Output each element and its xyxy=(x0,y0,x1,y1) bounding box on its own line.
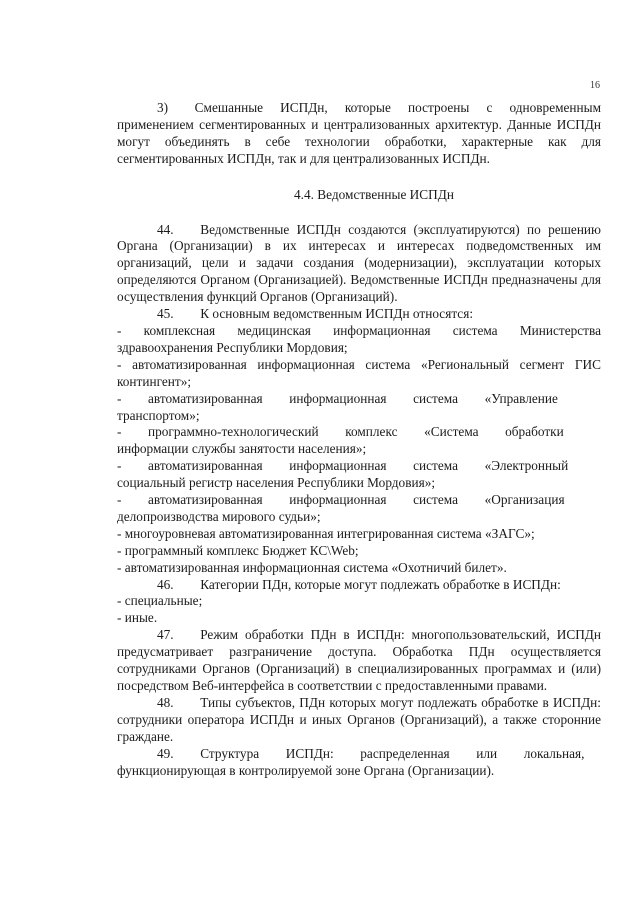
paragraph-45: 45. К основным ведомственным ИСПДн относятся: xyxy=(157,306,474,322)
paragraph-3-mixed-ispdn: 3) Смешанные ИСПДн, которые построены с одновременным применением сегментированных и централизованных архитектур. Данные ИСПДн могут объединять в себе технологии обработки, характерные как для сегментированных ИСПДн, так и для централизованных ИСПДн. xyxy=(117,100,601,166)
section-heading: 4.4. Ведомственные ИСПДн xyxy=(294,186,454,202)
list-item: - специальные; xyxy=(117,593,203,609)
categories-list xyxy=(117,593,601,627)
document-body xyxy=(117,100,601,779)
list-item: - программный комплекс Бюджет КС\Web; xyxy=(117,542,359,558)
list-item: - автоматизированная информационная система «Управление транспортом»; xyxy=(117,390,558,423)
list-item: - автоматизированная информационная система «Электронный социальный регистр населения Республики Мордовия»; xyxy=(117,458,569,491)
list-item: - комплексная медицинская информационная система Министерства здравоохранения Республики Мордовия; xyxy=(117,322,601,355)
list-item: - программно-технологический комплекс «Система обработки информации службы занятости населения»; xyxy=(117,424,564,457)
paragraph-44: 44. Ведомственные ИСПДн создаются (эксплуатируются) по решению Органа (Организации) в их интересах и интересах подведомственных им организаций, цели и задачи создания (модернизации), эксплуатации которых определяются Органом (Организацией). Ведомственные ИСПДн предназначены для осуществления функций Органов (Организаций). xyxy=(117,221,601,305)
list-item: - многоуровневая автоматизированная интегрированная система «ЗАГС»; xyxy=(117,525,535,541)
paragraph-46: 46. Категории ПДн, которые могут подлежать обработке в ИСПДн: xyxy=(157,576,561,592)
systems-list xyxy=(117,323,601,577)
list-item: - автоматизированная информационная система «Региональный сегмент ГИС контингент»; xyxy=(117,356,601,389)
paragraph-47: 47. Режим обработки ПДн в ИСПДн: многопользовательский, ИСПДн предусматривает разграничение доступа. Обработка ПДн осуществляется сотрудниками Органов (Организаций) в специализированных программах и (или) посредством Веб-интерфейса в соответствии с предоставленными правами. xyxy=(117,627,601,693)
list-item: - автоматизированная информационная система «Охотничий билет». xyxy=(117,559,507,575)
paragraph-48: 48. Типы субъектов, ПДн которых могут подлежать обработке в ИСПДн: сотрудники оператора ИСПДн и иных Органов (Организаций), а также сторонние граждане. xyxy=(117,694,601,744)
page-number: 16 xyxy=(590,80,600,91)
paragraph-49: 49. Структура ИСПДн: распределенная или локальная, функционирующая в контролируемой зоне Органа (Организации). xyxy=(117,745,585,778)
list-item: - автоматизированная информационная система «Организация делопроизводства мирового судьи»; xyxy=(117,492,565,524)
list-item: - иные. xyxy=(117,610,158,626)
